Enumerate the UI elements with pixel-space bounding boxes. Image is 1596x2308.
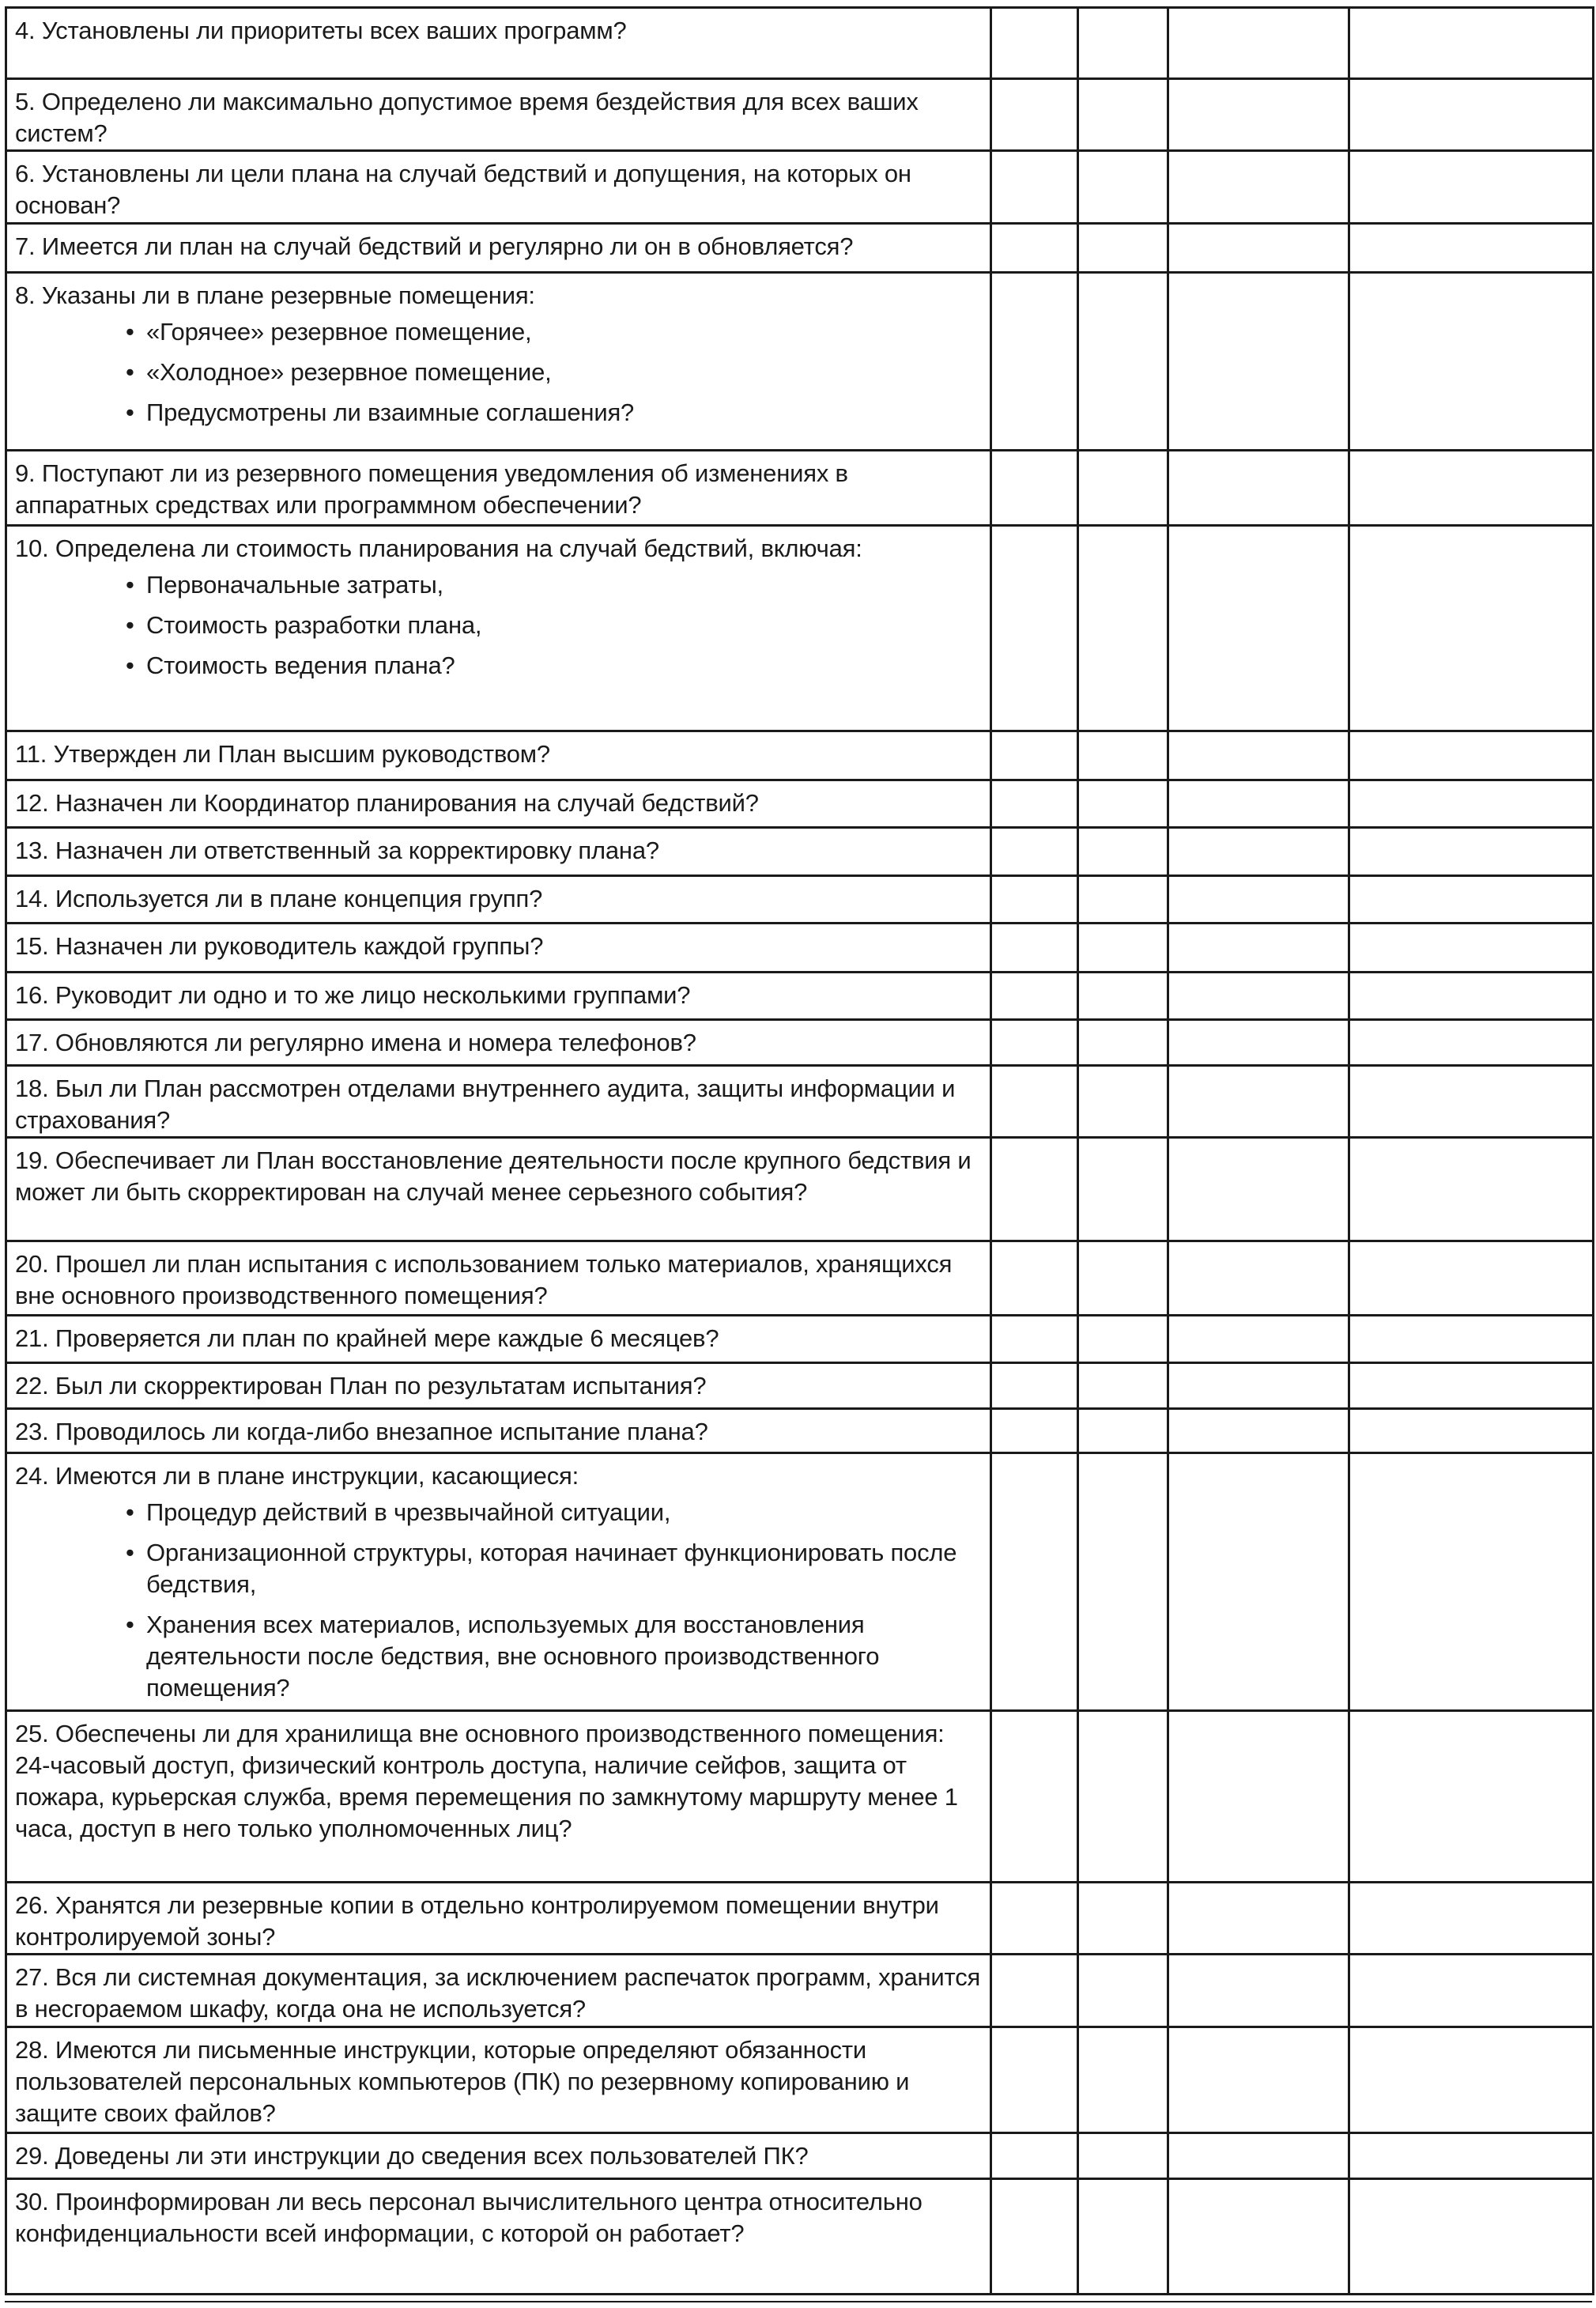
answer-cell[interactable] bbox=[991, 79, 1078, 151]
checklist-row bbox=[6, 1409, 1594, 1453]
answer-cell[interactable] bbox=[1349, 8, 1594, 79]
answer-cell[interactable] bbox=[1168, 1241, 1349, 1315]
answer-cell[interactable] bbox=[991, 1241, 1078, 1315]
checklist-row bbox=[6, 875, 1594, 923]
answer-cell[interactable] bbox=[1168, 1882, 1349, 1954]
answer-cell[interactable] bbox=[1078, 223, 1168, 272]
answer-cell[interactable] bbox=[991, 451, 1078, 525]
answer-cell[interactable] bbox=[991, 1020, 1078, 1066]
answer-cell[interactable] bbox=[991, 1066, 1078, 1138]
answer-cell[interactable] bbox=[1168, 1954, 1349, 2027]
question-text: 24. Имеются ли в плане инструкции, касающиеся: bbox=[15, 1462, 579, 1490]
checklist-row bbox=[6, 1241, 1594, 1315]
answer-cell[interactable] bbox=[1168, 780, 1349, 828]
answer-cell[interactable] bbox=[1168, 79, 1349, 151]
question-bullet: • Процедур действий в чрезвычайной ситуации, bbox=[126, 1497, 982, 1528]
checklist-row bbox=[6, 151, 1594, 223]
question-cell bbox=[6, 972, 991, 1019]
question-text: 11. Утвержден ли План высшим руководством? bbox=[15, 740, 550, 769]
answer-cell[interactable] bbox=[1168, 1020, 1349, 1066]
answer-cell[interactable] bbox=[1168, 2133, 1349, 2179]
checklist-sheet bbox=[5, 6, 1592, 2295]
question-cell bbox=[6, 451, 991, 525]
answer-cell[interactable] bbox=[991, 223, 1078, 272]
question-text: 20. Прошел ли план испытания с использованием только материалов, хранящихся вне основного производственного помещения? bbox=[15, 1249, 953, 1309]
answer-cell[interactable] bbox=[991, 2179, 1078, 2295]
answer-cell[interactable] bbox=[1349, 1241, 1594, 1315]
checklist-row bbox=[6, 1138, 1594, 1241]
answer-cell[interactable] bbox=[991, 2133, 1078, 2179]
question-bullet-list bbox=[15, 1497, 982, 1704]
question-text: 26. Хранятся ли резервные копии в отдельно контролируемом помещении внутри контролируемой зоны? bbox=[15, 1891, 939, 1951]
question-text: 8. Указаны ли в плане резервные помещения: bbox=[15, 281, 535, 309]
answer-cell[interactable] bbox=[991, 731, 1078, 780]
question-cell bbox=[6, 1711, 991, 1883]
question-text: 17. Обновляются ли регулярно имена и номера телефонов? bbox=[15, 1029, 696, 1056]
answer-cell[interactable] bbox=[991, 828, 1078, 875]
question-text: 13. Назначен ли ответственный за корректировку плана? bbox=[15, 837, 659, 865]
answer-cell[interactable] bbox=[1168, 972, 1349, 1019]
checklist-row bbox=[6, 1453, 1594, 1711]
answer-cell[interactable] bbox=[1349, 151, 1594, 223]
question-text: 29. Доведены ли эти инструкции до сведения всех пользователей ПК? bbox=[15, 2142, 809, 2170]
question-text: 30. Проинформирован ли весь персонал вычислительного центра относительно конфиденциальности всей информации, с которой он работает? bbox=[15, 2188, 923, 2248]
answer-cell[interactable] bbox=[1078, 2027, 1168, 2133]
checklist-row bbox=[6, 1020, 1594, 1066]
question-cell bbox=[6, 1409, 991, 1453]
answer-cell[interactable] bbox=[1078, 875, 1168, 923]
answer-cell[interactable] bbox=[1078, 1066, 1168, 1138]
answer-cell[interactable] bbox=[1078, 923, 1168, 972]
answer-cell[interactable] bbox=[1078, 525, 1168, 731]
question-text: 12. Назначен ли Координатор планирования на случай бедствий? bbox=[15, 789, 759, 818]
answer-cell[interactable] bbox=[1168, 2027, 1349, 2133]
question-text: 28. Имеются ли письменные инструкции, которые определяют обязанности пользователей персональных компьютеров (ПК) по резервному копированию и защите своих файлов? bbox=[15, 2036, 910, 2128]
answer-cell[interactable] bbox=[1349, 272, 1594, 451]
question-text: 25. Обеспечены ли для хранилища вне основного производственного помещения: 24-часовый доступ, физический контроль доступа, наличие сейфов, защита от пожара, курьерская служба, время перемещения по замкнутому маршруту менее 1 часа, доступ в него только уполномоченных лиц? bbox=[15, 1720, 958, 1843]
question-cell bbox=[6, 223, 991, 272]
answer-cell[interactable] bbox=[991, 875, 1078, 923]
answer-cell[interactable] bbox=[1078, 2179, 1168, 2295]
answer-cell[interactable] bbox=[1349, 1711, 1594, 1883]
checklist-row bbox=[6, 525, 1594, 731]
answer-cell[interactable] bbox=[1078, 780, 1168, 828]
answer-cell[interactable] bbox=[991, 1711, 1078, 1883]
question-text: 5. Определено ли максимально допустимое время бездействия для всех ваших систем? bbox=[15, 88, 919, 148]
answer-cell[interactable] bbox=[1349, 525, 1594, 731]
answer-cell[interactable] bbox=[991, 1954, 1078, 2027]
question-cell bbox=[6, 1954, 991, 2027]
question-text: 9. Поступают ли из резервного помещения уведомления об изменениях в аппаратных средствах или программном обеспечении? bbox=[15, 459, 848, 519]
question-text: 21. Проверяется ли план по крайней мере каждые 6 месяцев? bbox=[15, 1324, 719, 1352]
question-text: 7. Имеется ли план на случай бедствий и регулярно ли он в обновляется? bbox=[15, 232, 854, 260]
question-cell bbox=[6, 272, 991, 451]
checklist-row bbox=[6, 2179, 1594, 2295]
answer-cell[interactable] bbox=[1168, 731, 1349, 780]
answer-cell[interactable] bbox=[991, 2027, 1078, 2133]
question-bullet-list bbox=[15, 569, 982, 682]
question-text: 22. Был ли скорректирован План по результатам испытания? bbox=[15, 1372, 707, 1400]
answer-cell[interactable] bbox=[991, 272, 1078, 451]
answer-cell[interactable] bbox=[1168, 1066, 1349, 1138]
answer-cell[interactable] bbox=[1349, 451, 1594, 525]
answer-cell[interactable] bbox=[1168, 451, 1349, 525]
checklist-row bbox=[6, 272, 1594, 451]
question-cell bbox=[6, 875, 991, 923]
answer-cell[interactable] bbox=[1349, 780, 1594, 828]
answer-cell[interactable] bbox=[1168, 923, 1349, 972]
answer-cell[interactable] bbox=[991, 1409, 1078, 1453]
question-cell bbox=[6, 1241, 991, 1315]
question-text: 4. Установлены ли приоритеты всех ваших программ? bbox=[15, 17, 627, 44]
answer-cell[interactable] bbox=[1168, 1453, 1349, 1711]
answer-cell[interactable] bbox=[1078, 972, 1168, 1019]
answer-cell[interactable] bbox=[991, 525, 1078, 731]
checklist-row bbox=[6, 1954, 1594, 2027]
question-text: 16. Руководит ли одно и то же лицо несколькими группами? bbox=[15, 980, 691, 1009]
answer-cell[interactable] bbox=[1078, 1363, 1168, 1409]
answer-cell[interactable] bbox=[1168, 1138, 1349, 1241]
answer-cell[interactable] bbox=[1078, 451, 1168, 525]
question-cell bbox=[6, 828, 991, 875]
answer-cell[interactable] bbox=[991, 780, 1078, 828]
question-cell bbox=[6, 1020, 991, 1066]
answer-cell[interactable] bbox=[1078, 1138, 1168, 1241]
answer-cell[interactable] bbox=[1078, 79, 1168, 151]
answer-cell[interactable] bbox=[1349, 1020, 1594, 1066]
checklist-row bbox=[6, 828, 1594, 875]
checklist-row bbox=[6, 79, 1594, 151]
question-cell bbox=[6, 2027, 991, 2133]
question-cell bbox=[6, 1066, 991, 1138]
answer-cell[interactable] bbox=[1168, 2179, 1349, 2295]
question-cell bbox=[6, 2179, 991, 2295]
question-bullet: • Первоначальные затраты, bbox=[126, 569, 982, 601]
answer-cell[interactable] bbox=[1349, 828, 1594, 875]
checklist-row bbox=[6, 780, 1594, 828]
answer-cell[interactable] bbox=[1349, 1315, 1594, 1362]
question-bullet: • Хранения всех материалов, используемых для восстановления деятельности после бедствия, вне основного производственного помещения? bbox=[126, 1609, 982, 1704]
checklist-row bbox=[6, 1315, 1594, 1362]
answer-cell[interactable] bbox=[1349, 79, 1594, 151]
answer-cell[interactable] bbox=[991, 1138, 1078, 1241]
answer-cell[interactable] bbox=[1168, 1711, 1349, 1883]
checklist-row bbox=[6, 2027, 1594, 2133]
answer-cell[interactable] bbox=[1078, 1711, 1168, 1883]
answer-cell[interactable] bbox=[1349, 2027, 1594, 2133]
answer-cell[interactable] bbox=[1168, 1363, 1349, 1409]
answer-cell[interactable] bbox=[1078, 1409, 1168, 1453]
answer-cell[interactable] bbox=[1349, 875, 1594, 923]
checklist-row bbox=[6, 923, 1594, 972]
answer-cell[interactable] bbox=[991, 8, 1078, 79]
answer-cell[interactable] bbox=[1078, 1315, 1168, 1362]
checklist-row bbox=[6, 1882, 1594, 1954]
question-cell bbox=[6, 151, 991, 223]
answer-cell[interactable] bbox=[1168, 828, 1349, 875]
answer-cell[interactable] bbox=[991, 923, 1078, 972]
question-cell bbox=[6, 1882, 991, 1954]
question-bullet: • Предусмотрены ли взаимные соглашения? bbox=[126, 397, 982, 429]
answer-cell[interactable] bbox=[991, 1882, 1078, 1954]
question-cell bbox=[6, 1138, 991, 1241]
question-cell bbox=[6, 1453, 991, 1711]
checklist-row bbox=[6, 451, 1594, 525]
question-cell bbox=[6, 1315, 991, 1362]
question-bullet: • Организационной структуры, которая начинает функционировать после бедствия, bbox=[126, 1537, 982, 1600]
question-text: 15. Назначен ли руководитель каждой группы? bbox=[15, 931, 544, 960]
question-bullet: • «Холодное» резервное помещение, bbox=[126, 357, 982, 388]
checklist-row bbox=[6, 8, 1594, 79]
question-cell bbox=[6, 923, 991, 972]
answer-cell[interactable] bbox=[1168, 525, 1349, 731]
answer-cell[interactable] bbox=[1168, 272, 1349, 451]
answer-cell[interactable] bbox=[1349, 1882, 1594, 1954]
question-bullet-list bbox=[15, 316, 982, 429]
answer-cell[interactable] bbox=[1349, 1363, 1594, 1409]
checklist-row bbox=[6, 2133, 1594, 2179]
answer-cell[interactable] bbox=[991, 1315, 1078, 1362]
question-text: 10. Определена ли стоимость планирования на случай бедствий, включая: bbox=[15, 534, 862, 562]
answer-cell[interactable] bbox=[1078, 1453, 1168, 1711]
answer-cell[interactable] bbox=[1168, 1315, 1349, 1362]
answer-cell[interactable] bbox=[1078, 1954, 1168, 2027]
question-cell bbox=[6, 525, 991, 731]
question-text: 19. Обеспечивает ли План восстановление деятельности после крупного бедствия и может ли быть скорректирован на случай менее серьезного события? bbox=[15, 1146, 972, 1207]
answer-cell[interactable] bbox=[1078, 1020, 1168, 1066]
answer-cell[interactable] bbox=[1349, 1954, 1594, 2027]
question-cell bbox=[6, 2133, 991, 2179]
checklist-row bbox=[6, 1363, 1594, 1409]
question-text: 14. Используется ли в плане концепция групп? bbox=[15, 884, 543, 912]
answer-cell[interactable] bbox=[1078, 272, 1168, 451]
answer-cell[interactable] bbox=[991, 972, 1078, 1019]
answer-cell[interactable] bbox=[1078, 731, 1168, 780]
question-cell bbox=[6, 731, 991, 780]
answer-cell[interactable] bbox=[991, 151, 1078, 223]
answer-cell[interactable] bbox=[1078, 151, 1168, 223]
answer-cell[interactable] bbox=[991, 1363, 1078, 1409]
answer-cell[interactable] bbox=[1349, 2133, 1594, 2179]
question-cell bbox=[6, 1363, 991, 1409]
answer-cell[interactable] bbox=[1349, 2179, 1594, 2295]
checklist-row bbox=[6, 1066, 1594, 1138]
answer-cell[interactable] bbox=[1168, 8, 1349, 79]
answer-cell[interactable] bbox=[1168, 223, 1349, 272]
answer-cell[interactable] bbox=[991, 1453, 1078, 1711]
answer-cell[interactable] bbox=[1349, 1138, 1594, 1241]
answer-cell[interactable] bbox=[1349, 1453, 1594, 1711]
answer-cell[interactable] bbox=[1168, 151, 1349, 223]
question-cell bbox=[6, 8, 991, 79]
checklist-row bbox=[6, 972, 1594, 1019]
page-bottom-rule bbox=[5, 2301, 1592, 2302]
answer-cell[interactable] bbox=[1168, 875, 1349, 923]
question-text: 18. Был ли План рассмотрен отделами внутреннего аудита, защиты информации и страхования? bbox=[15, 1075, 956, 1135]
answer-cell[interactable] bbox=[1078, 8, 1168, 79]
question-bullet: • Стоимость ведения плана? bbox=[126, 650, 982, 682]
answer-cell[interactable] bbox=[1349, 972, 1594, 1019]
answer-cell[interactable] bbox=[1078, 2133, 1168, 2179]
answer-cell[interactable] bbox=[1349, 1409, 1594, 1453]
answer-cell[interactable] bbox=[1349, 223, 1594, 272]
answer-cell[interactable] bbox=[1078, 1882, 1168, 1954]
answer-cell[interactable] bbox=[1168, 1409, 1349, 1453]
question-bullet: • «Горячее» резервное помещение, bbox=[126, 316, 982, 348]
answer-cell[interactable] bbox=[1349, 923, 1594, 972]
question-text: 6. Установлены ли цели плана на случай бедствий и допущения, на которых он основан? bbox=[15, 160, 911, 220]
checklist-row bbox=[6, 731, 1594, 780]
checklist-table bbox=[5, 6, 1594, 2295]
answer-cell[interactable] bbox=[1078, 828, 1168, 875]
question-text: 23. Проводилось ли когда-либо внезапное испытание плана? bbox=[15, 1418, 708, 1446]
question-cell bbox=[6, 79, 991, 151]
checklist-row bbox=[6, 223, 1594, 272]
answer-cell[interactable] bbox=[1349, 731, 1594, 780]
question-bullet: • Стоимость разработки плана, bbox=[126, 610, 982, 641]
question-text: 27. Вся ли системная документация, за исключением распечаток программ, хранится в несгораемом шкафу, когда она не используется? bbox=[15, 1962, 981, 2023]
answer-cell[interactable] bbox=[1078, 1241, 1168, 1315]
checklist-row bbox=[6, 1711, 1594, 1883]
question-cell bbox=[6, 780, 991, 828]
answer-cell[interactable] bbox=[1349, 1066, 1594, 1138]
